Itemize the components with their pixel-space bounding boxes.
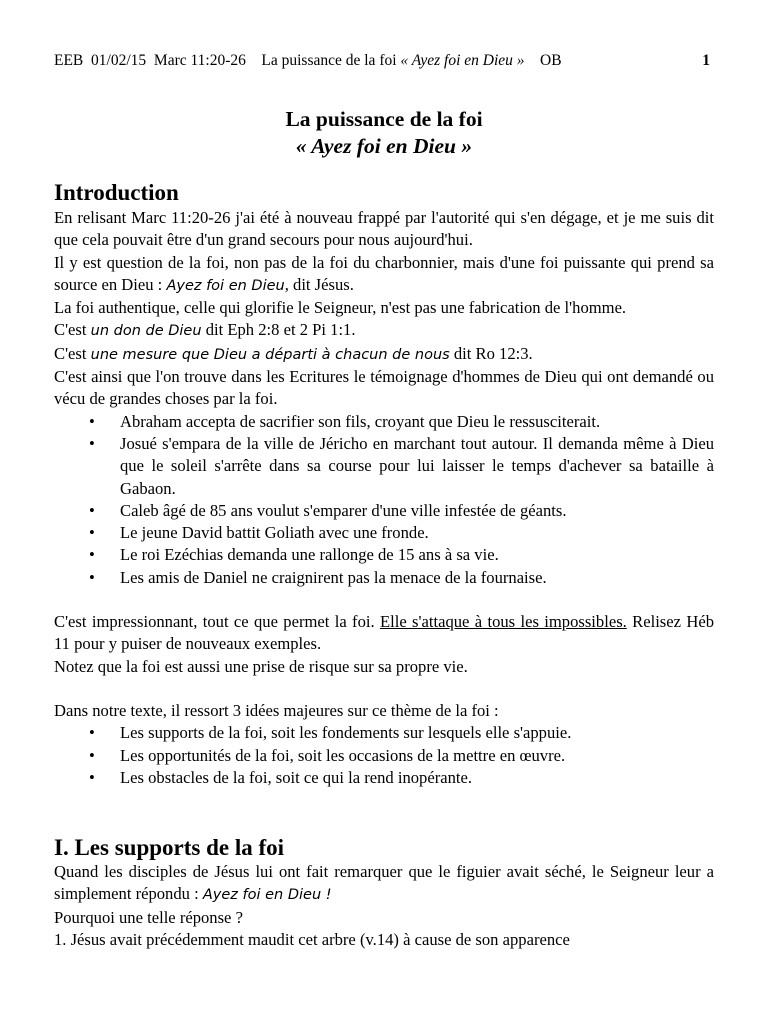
- list-item: • Les amis de Daniel ne craignirent pas la menace de la fournaise.: [54, 567, 714, 589]
- list-item: • Le jeune David battit Goliath avec une fronde.: [54, 522, 714, 544]
- intro-paragraph-2: Il y est question de la foi, non pas de la foi du charbonnier, mais d'une foi puissante qui prend sa source en Dieu : Ayez foi en Dieu, dit Jésus.: [54, 252, 714, 294]
- title-main: La puissance de la foi: [285, 107, 483, 131]
- section1-paragraph-1: Quand les disciples de Jésus lui ont fait remarquer que le figuier avait séché, le Seigneur leur a simplement répondu : Ayez foi en Dieu !: [54, 862, 714, 904]
- section1-paragraph-2: Pourquoi une telle réponse ?: [54, 907, 243, 927]
- list-item: • Les supports de la foi, soit les fondements sur lesquels elle s'appuie.: [54, 722, 714, 744]
- intro-body: [54, 207, 714, 789]
- intro-paragraph-7: C'est impressionnant, tout ce que permet la foi. Elle s'attaque à tous les impossibles. Relisez Héb 11 pour y puiser de nouveaux exemples.: [54, 612, 714, 654]
- running-header: [54, 52, 714, 70]
- intro-heading: Introduction: [54, 180, 179, 205]
- title-subtitle: « Ayez foi en Dieu »: [295, 134, 473, 158]
- intro-paragraph-3: La foi authentique, celle qui glorifie le Seigneur, n'est pas une fabrication de l'homme.: [54, 298, 627, 318]
- intro-paragraph-4: C'est un don de Dieu dit Eph 2:8 et 2 Pi 1:1.: [54, 320, 356, 340]
- header-title: La puissance de la foi: [261, 52, 397, 69]
- list-item: • Josué s'empara de la ville de Jéricho en marchant tout autour. Il demanda même à Dieu que le soleil s'arrête dans sa course pour lui laisser le temps d'achever sa bataille à Gabaon.: [54, 433, 714, 500]
- list-item: • Le roi Ezéchias demanda une rallonge de 15 ans à sa vie.: [54, 544, 714, 566]
- examples-list: [54, 411, 714, 589]
- list-item: • Caleb âgé de 85 ans voulut s'emparer d'une ville infestée de géants.: [54, 500, 714, 522]
- list-item: • Les opportunités de la foi, soit les occasions de la mettre en œuvre.: [54, 745, 714, 767]
- header-title-italic: « Ayez foi en Dieu »: [400, 52, 525, 69]
- intro-paragraph-8: Notez que la foi est aussi une prise de risque sur sa propre vie.: [54, 656, 468, 676]
- header-author: OB: [540, 52, 562, 69]
- document-title: [54, 106, 714, 160]
- header-source: EEB: [54, 52, 84, 69]
- list-item: • Les obstacles de la foi, soit ce qui la rend inopérante.: [54, 767, 714, 789]
- section1-heading: I. Les supports de la foi: [54, 835, 285, 860]
- section1-paragraph-3: 1. Jésus avait précédemment maudit cet arbre (v.14) à cause de son apparence: [54, 929, 570, 949]
- intro-paragraph-6: C'est ainsi que l'on trouve dans les Ecritures le témoignage d'hommes de Dieu qui ont demandé ou vécu de grandes choses par la foi.: [54, 367, 714, 409]
- intro-paragraph-9: Dans notre texte, il ressort 3 idées majeures sur ce thème de la foi :: [54, 700, 499, 720]
- intro-paragraph-5: C'est une mesure que Dieu a départi à chacun de nous dit Ro 12:3.: [54, 343, 533, 363]
- section1-body: [54, 861, 714, 951]
- intro-paragraph-1: En relisant Marc 11:20-26 j'ai été à nouveau frappé par l'autorité qui s'en dégage, et je me suis dit que cela pouvait être d'un grand secours pour nous aujourd'hui.: [54, 208, 714, 250]
- ideas-list: [54, 722, 714, 789]
- header-reference: Marc 11:20-26: [153, 52, 246, 69]
- list-item: • Abraham accepta de sacrifier son fils, croyant que Dieu le ressusciterait.: [54, 411, 714, 433]
- header-date: 01/02/15: [91, 52, 147, 69]
- header-page-number: 1: [702, 52, 710, 69]
